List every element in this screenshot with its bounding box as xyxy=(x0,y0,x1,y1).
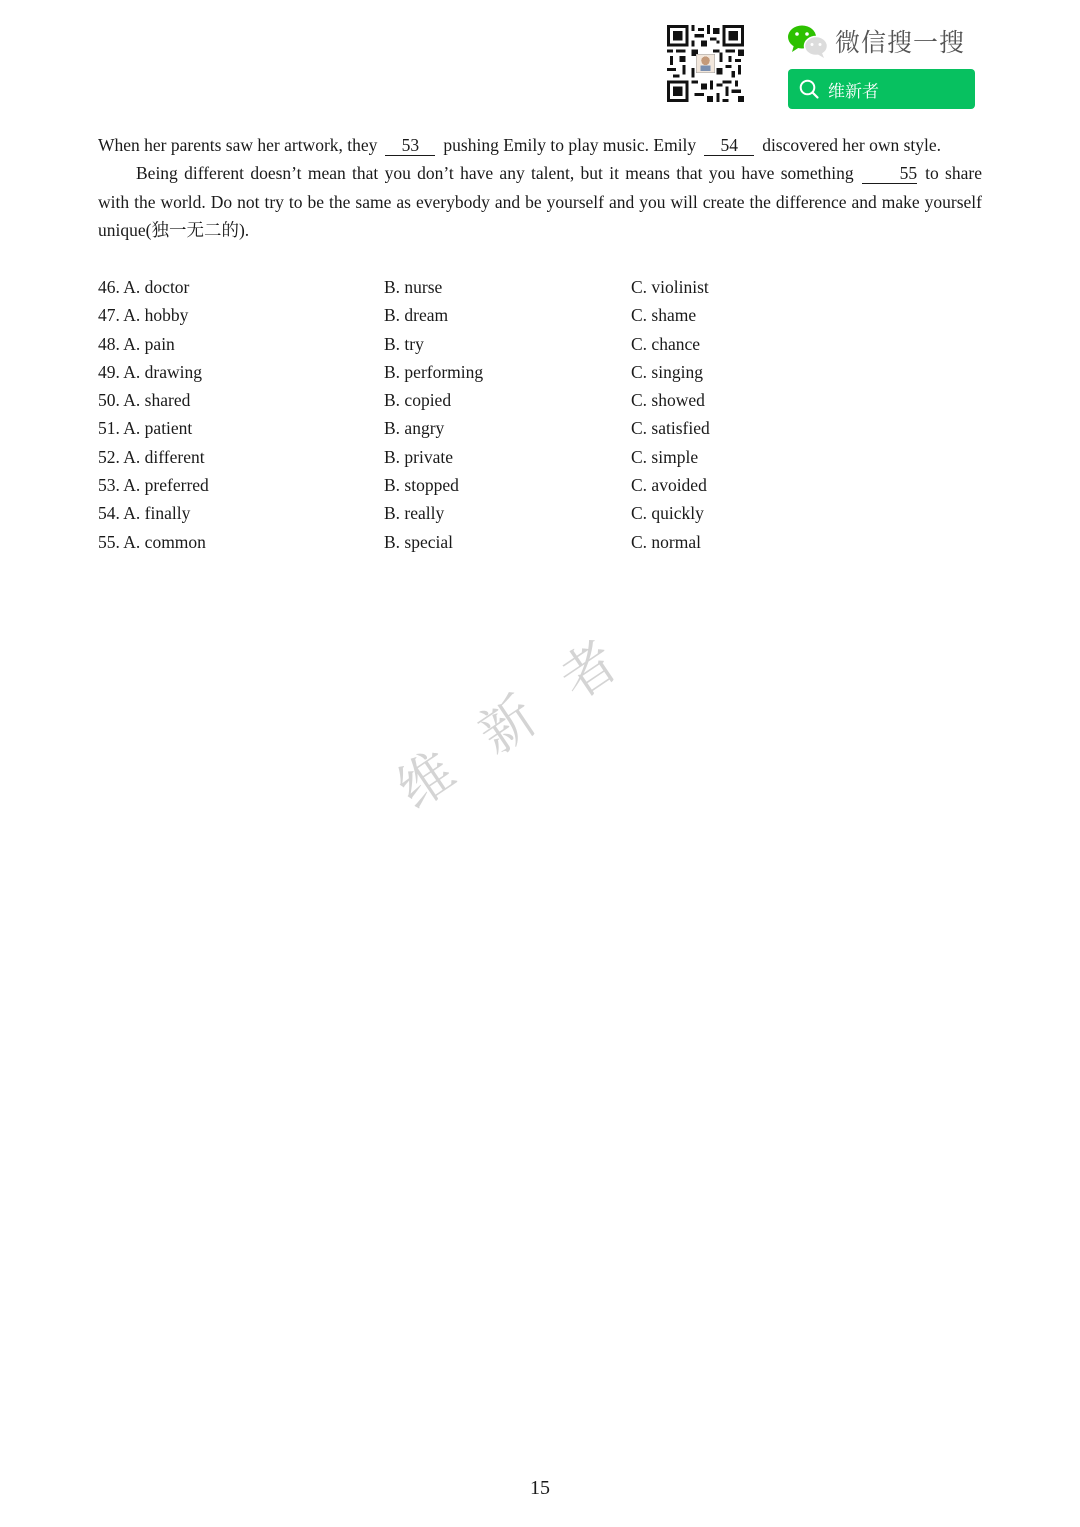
option-b: B. nurse xyxy=(384,277,443,297)
option-a: 47. A. hobby xyxy=(98,305,189,326)
brand-text: 微信搜一搜 xyxy=(835,28,966,57)
wechat-search-button[interactable] xyxy=(788,69,975,109)
reading-passage xyxy=(98,131,982,244)
option-b: B. angry xyxy=(384,418,445,439)
passage-text: discovered her own style. xyxy=(762,135,942,155)
option-c: C. quickly xyxy=(631,503,704,524)
option-a: 52. A. different xyxy=(98,446,205,467)
option-c: C. showed xyxy=(631,390,705,411)
page-number: 15 xyxy=(530,1477,550,1499)
wechat-search-brand xyxy=(787,22,965,60)
passage-text: pushing Emily to play music. Emily xyxy=(443,135,697,155)
option-a: 54. A. finally xyxy=(98,503,191,524)
blank-53: 53 xyxy=(385,135,435,156)
passage-paragraph xyxy=(98,131,982,159)
option-row xyxy=(98,330,982,358)
passage-text: to share with the world. Do not try to be the same as everybody and be yourself and you will create the difference and make yourself unique(独一无二的). xyxy=(98,163,982,240)
option-row xyxy=(98,471,982,499)
option-a: 53. A. preferred xyxy=(98,475,209,496)
option-row xyxy=(98,301,982,329)
option-a: 49. A. drawing xyxy=(98,361,203,382)
option-c: C. satisfied xyxy=(631,418,710,439)
option-a: 50. A. shared xyxy=(98,390,191,411)
option-a: 48. A. pain xyxy=(98,333,175,354)
option-row xyxy=(98,528,982,556)
passage-paragraph xyxy=(98,159,982,244)
option-c: C. normal xyxy=(631,531,701,552)
option-row xyxy=(98,499,982,527)
option-b: B. special xyxy=(384,531,454,552)
option-b: B. private xyxy=(384,446,454,467)
option-row xyxy=(98,273,982,301)
blank-54: 54 xyxy=(704,135,754,156)
option-b: B. try xyxy=(384,333,424,354)
passage-text: When her parents saw her artwork, they xyxy=(98,135,378,155)
option-b: B. dream xyxy=(384,305,449,326)
option-row xyxy=(98,386,982,414)
option-b: B. stopped xyxy=(384,475,459,496)
option-b: B. copied xyxy=(384,390,452,411)
blank-55: 55 xyxy=(862,163,918,184)
option-b: B. really xyxy=(384,503,445,524)
answer-options xyxy=(98,273,982,556)
search-button-label: 维新者 xyxy=(828,81,879,102)
option-row xyxy=(98,414,982,442)
option-c: C. violinist xyxy=(631,277,709,297)
option-c: C. singing xyxy=(631,361,703,382)
wechat-icon xyxy=(787,23,829,59)
qr-code xyxy=(667,25,744,102)
option-c: C. chance xyxy=(631,333,700,354)
passage-text: Being different doesn’t mean that you don’t have any talent, but it means that you have something xyxy=(136,163,854,184)
option-a: 51. A. patient xyxy=(98,418,193,439)
option-c: C. shame xyxy=(631,305,697,326)
search-icon xyxy=(798,78,820,100)
watermark: 维新者 xyxy=(386,604,666,822)
option-a: 46. A. doctor xyxy=(98,277,190,297)
option-c: C. avoided xyxy=(631,475,707,496)
option-row xyxy=(98,443,982,471)
option-row xyxy=(98,358,982,386)
option-b: B. performing xyxy=(384,361,484,382)
option-c: C. simple xyxy=(631,446,699,467)
option-a: 55. A. common xyxy=(98,531,206,552)
